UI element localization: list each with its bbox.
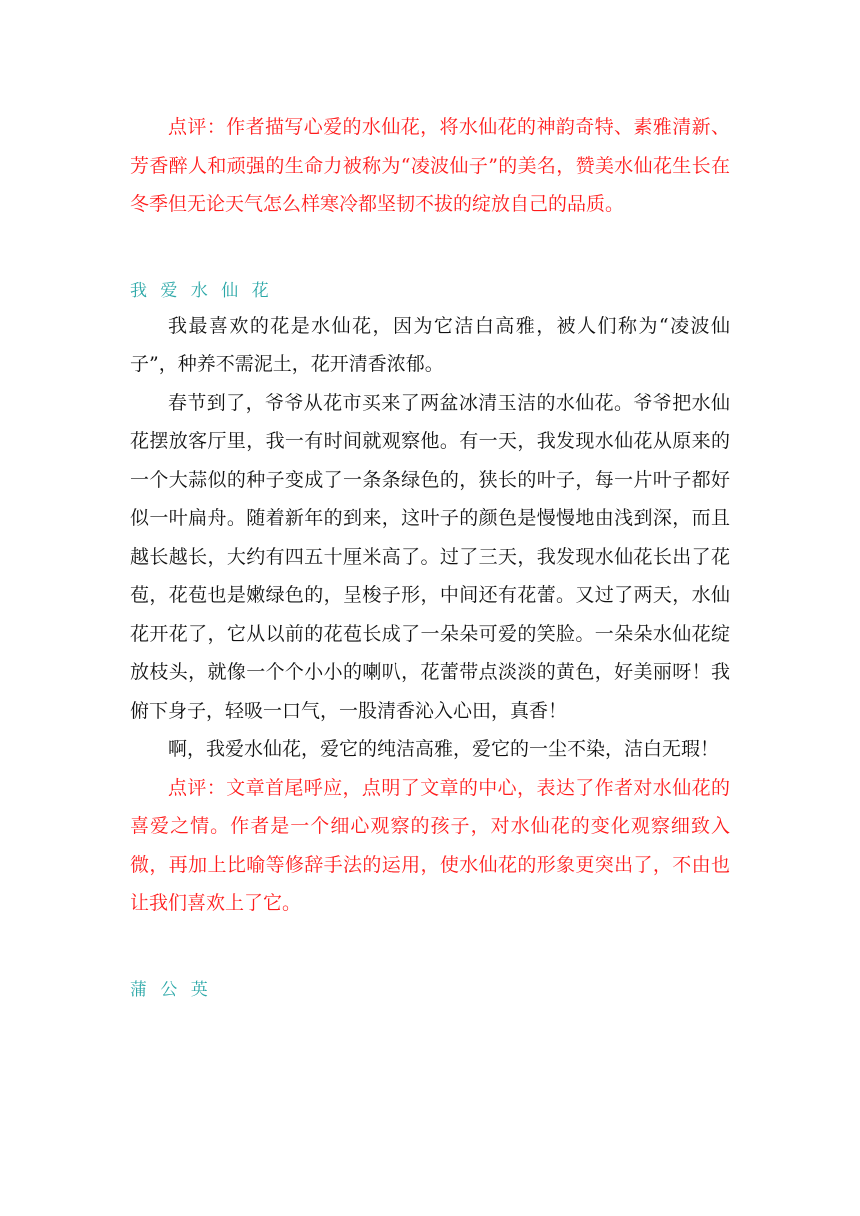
body-paragraph: 我最喜欢的花是水仙花，因为它洁白高雅，被人们称为“凌波仙子”，种养不需泥土，花开清香浓郁。 [130, 314, 730, 375]
spacer [130, 224, 730, 279]
body-paragraph: 春节到了，爷爷从花市买来了两盆冰清玉洁的水仙花。爷爷把水仙花摆放客厅里，我一有时间就观察他。有一天，我发现水仙花从原来的一个大蒜似的种子变成了一条条绿色的，狭长的叶子，每一片叶子都好似一叶扁舟。随着新年的到来，这叶子的颜色是慢慢地由浅到深，而且越长越长，大约有四五十厘米高了。过了三天，我发现水仙花长出了花苞，花苞也是嫩绿色的，呈梭子形，中间还有花蕾。又过了两天，水仙花开花了，它从以前的花苞长成了一朵朵可爱的笑脸。一朵朵水仙花绽放枝头，就像一个个小小的喇叭，花蕾带点淡淡的黄色，好美丽呀！我俯下身子，轻吸一口气，一股清香沁入心田，真香！ [130, 391, 730, 722]
essay-title: 蒲 公 英 [130, 979, 212, 1000]
essay-title: 我 爱 水 仙 花 [130, 280, 273, 301]
comment-paragraph: 点评：作者描写心爱的水仙花，将水仙花的神韵奇特、素雅清新、芳香醉人和顽强的生命力被称为“凌波仙子”的美名，赞美水仙花生长在冬季但无论天气怎么样寒冷都坚韧不拔的绽放自己的品质。 [130, 116, 730, 215]
document-page [130, 108, 730, 1002]
body-paragraph: 啊，我爱水仙花，爱它的纯洁高雅，爱它的一尘不染，洁白无瑕！ [168, 738, 720, 760]
comment-paragraph: 点评：文章首尾呼应，点明了文章的中心，表达了作者对水仙花的喜爱之情。作者是一个细心观察的孩子，对水仙花的变化观察细致入微，再加上比喻等修辞手法的运用，使水仙花的形象更突出了，不由也让我们喜欢上了它。 [130, 776, 730, 914]
spacer [130, 923, 730, 978]
